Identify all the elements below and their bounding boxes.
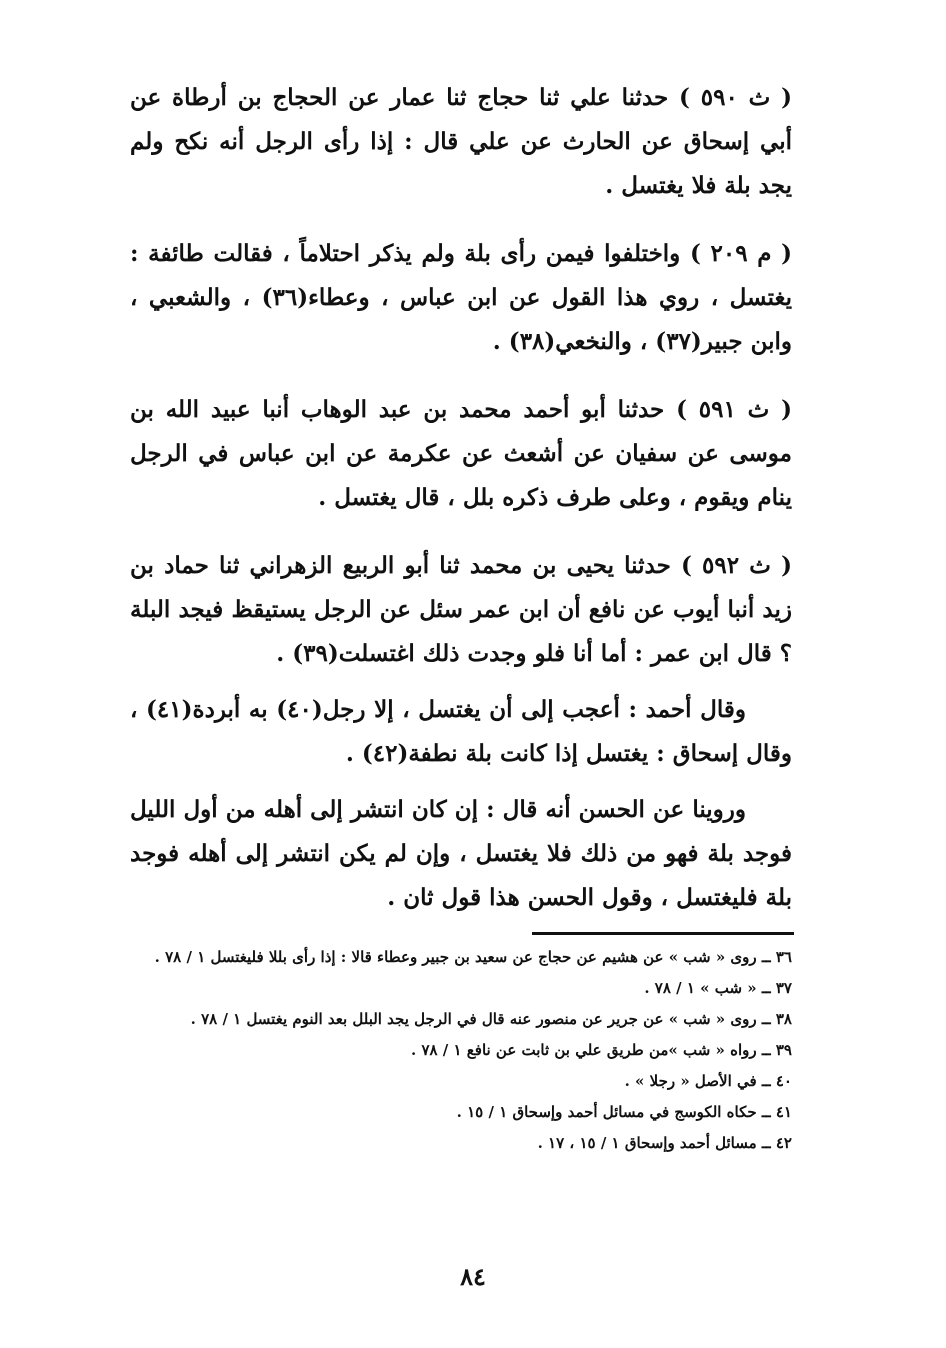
paragraph-athar-592: ( ث ٥٩٢ ) حدثنا يحيى بن محمد ثنا أبو الربيع الزهراني ثنا حماد بن زيد أنبا أيوب عن نافع أن ابن عمر سئل عن الرجل يستيقظ فيجد البلة ؟ قال ابن عمر : أما أنا فلو وجدت ذلك اغتسلت(٣٩) .: [130, 552, 792, 667]
footnote-40: ٤٠ ــ في الأصل « رجلا » .: [624, 1072, 792, 1090]
footnote-39: ٣٩ ــ رواه « شب »من طريق علي بن ثابت عن نافع ١ / ٧٨ .: [411, 1041, 792, 1059]
footnote-38: ٣٨ ــ روى « شب » عن جرير عن منصور عنه قال في الرجل يجد البلل بعد النوم يغتسل ١ / ٧٨ .: [190, 1010, 792, 1028]
paragraph-masala-209: ( م ٢٠٩ ) واختلفوا فيمن رأى بلة ولم يذكر احتلاماً ، فقالت طائفة : يغتسل ، روي هذا القول عن ابن عباس ، وعطاء(٣٦) ، والشعبي ، وابن جبير(٣٧) ، والنخعي(٣٨) .: [130, 240, 793, 355]
main-text: [130, 76, 792, 944]
page-number: ٨٤: [460, 1262, 486, 1291]
paragraph-athar-590: ( ث ٥٩٠ ) حدثنا علي ثنا حجاج ثنا عمار عن الحجاج بن أرطاة عن أبي إسحاق عن الحارث عن علي قال : إذا رأى الرجل أنه نكح ولم يجد بلة فلا يغتسل .: [130, 84, 792, 199]
paragraph-athar-591: ( ث ٥٩١ ) حدثنا أبو أحمد محمد بن عبد الوهاب أنبا عبيد الله بن موسى عن سفيان عن أشعث عن عكرمة عن ابن عباس في الرجل ينام ويقوم ، وعلى طرف ذكره بلل ، قال يغتسل .: [130, 396, 792, 511]
footnote-36: ٣٦ ــ روى « شب » عن هشيم عن حجاج عن سعيد بن جبير وعطاء قالا : إذا رأى بللا فليغتسل ١ / ٧٨ .: [154, 948, 792, 966]
footnote-42: ٤٢ ــ مسائل أحمد وإسحاق ١ / ١٥ ، ١٧ .: [537, 1134, 792, 1152]
paragraph-hasan: وروينا عن الحسن أنه قال : إن كان انتشر إلى أهله من أول الليل فوجد بلة فهو من ذلك فلا يغتسل ، وإن لم يكن انتشر إلى أهله فوجد بلة فليغتسل ، وقول الحسن هذا قول ثان .: [130, 796, 792, 911]
footnotes: [130, 942, 792, 1159]
footnote-41: ٤١ ــ حكاه الكوسج في مسائل أحمد وإسحاق ١ / ١٥ .: [456, 1103, 792, 1121]
footnote-37: ٣٧ ــ « شب » ١ / ٧٨ .: [644, 979, 792, 997]
paragraph-ahmad-ishaq: وقال أحمد : أعجب إلى أن يغتسل ، إلا رجل(٤٠) به أبردة(٤١) ، وقال إسحاق : يغتسل إذا كانت بلة نطفة(٤٢) .: [130, 696, 792, 767]
footnote-divider: [532, 932, 794, 935]
